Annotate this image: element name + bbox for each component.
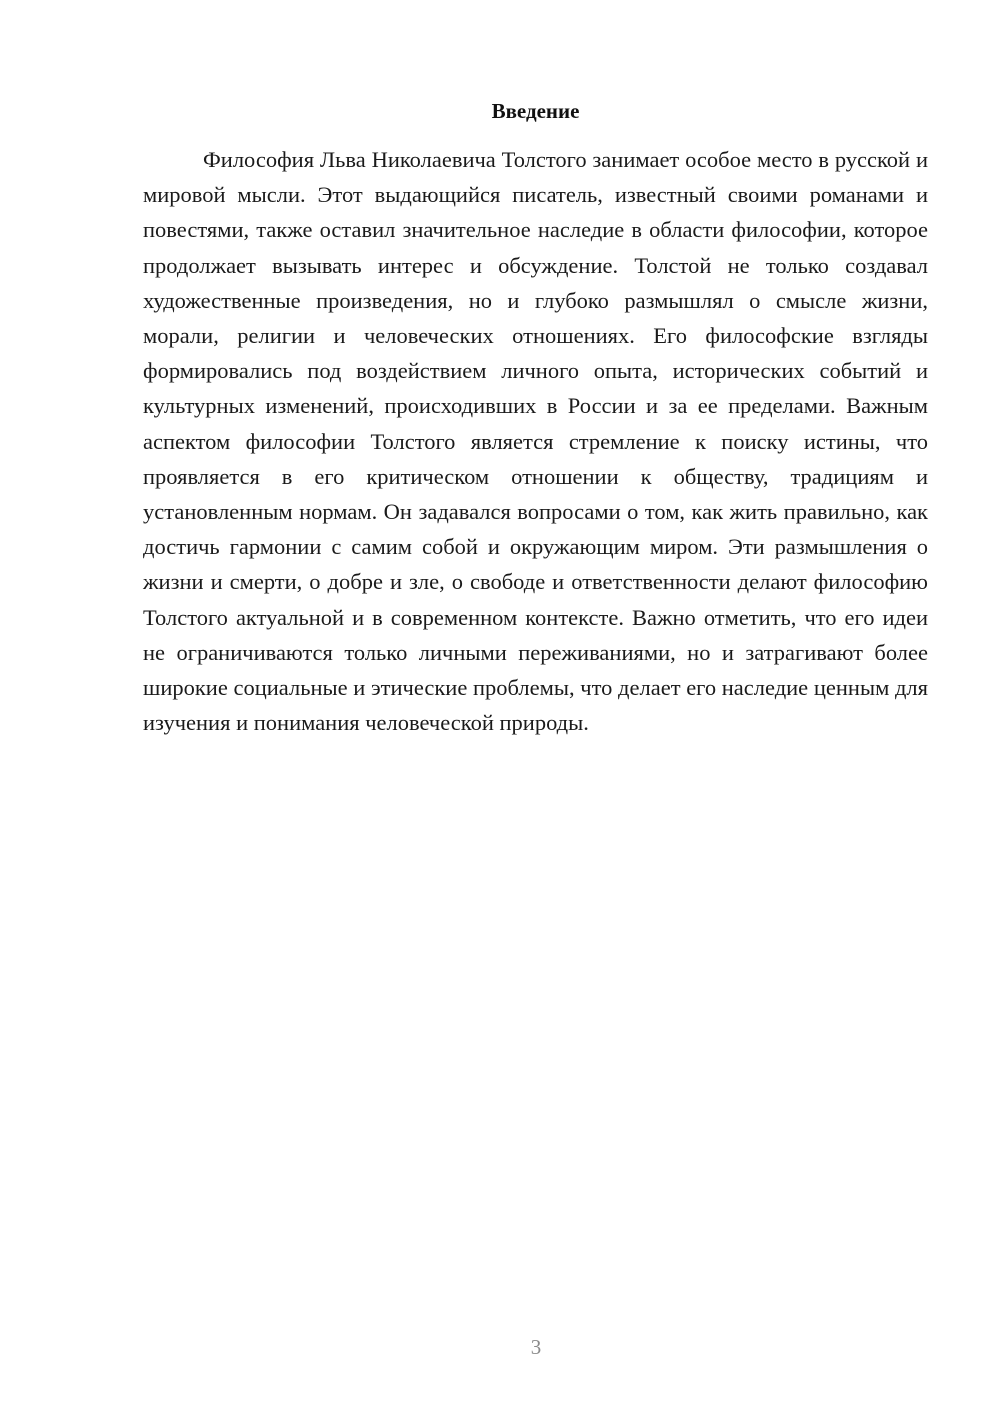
body-paragraph: Философия Льва Николаевича Толстого занимает особое место в русской и мировой мысли. Этот выдающийся писатель, известный своими романами и повестями, также оставил значительное наследие в области философии, которое продолжает вызывать интерес и обсуждение. Толстой не только создавал художественные произведения, но и глубоко размышлял о смысле жизни, морали, религии и человеческих отношениях. Его философские взгляды формировались под воздействием личного опыта, исторических событий и культурных изменений, происходивших в России и за ее пределами. Важным аспектом философии Толстого является стремление к поиску истины, что проявляется в его критическом отношении к обществу, традициям и установленным нормам. Он задавался вопросами о том, как жить правильно, как достичь гармонии с самим собой и окружающим миром. Эти размышления о жизни и смерти, о добре и зле, о свободе и ответственности делают философию Толстого актуальной и в современном контексте. Важно отметить, что его идеи не ограничиваются только личными переживаниями, но и затрагивают более широкие социальные и этические проблемы, что делает его наследие ценным для изучения и понимания человеческой природы. (143, 147, 928, 736)
page-number: 3 (530, 1335, 542, 1359)
section-heading: Введение (491, 99, 580, 123)
